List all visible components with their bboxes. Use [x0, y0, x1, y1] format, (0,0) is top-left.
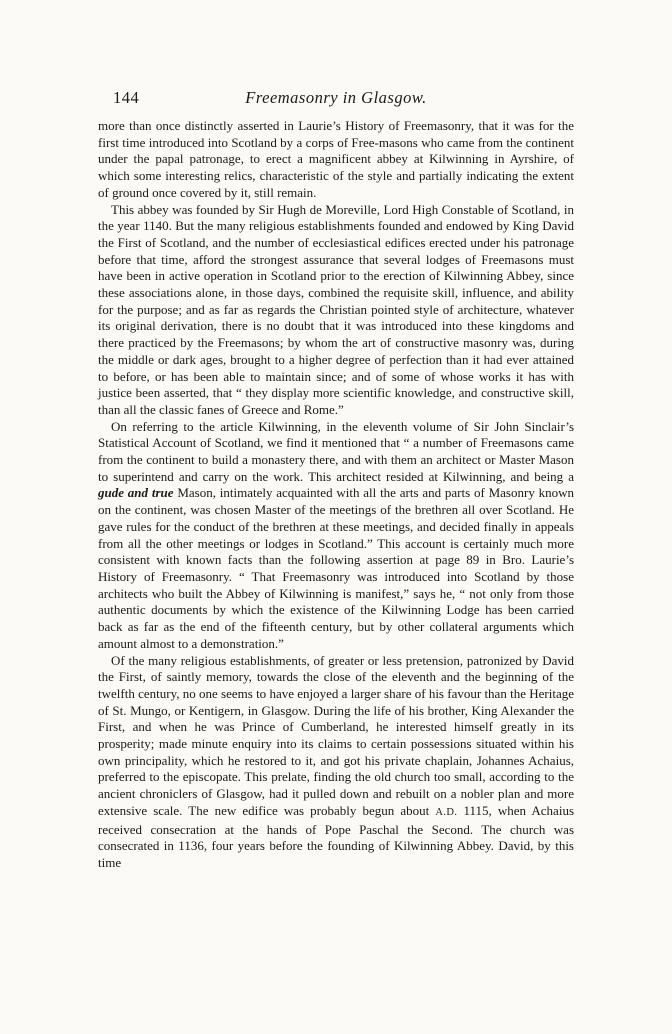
emphasized-text: gude and true: [98, 485, 174, 501]
paragraph: [98, 419, 574, 653]
text-run: Of the many religious establishments, of greater or less pretension, patronized by David the First, of saintly memory, towards the close of the eleventh and the beginning of the twelfth century, no one seems to have enjoyed a larger share of his favour than the Heritage of St. Mungo, or Kentigern, in Glasgow. During the life of his brother, King Alexander the First, and when he was Prince of Cumberland, he interested himself greatly in its prosperity; made minute enquiry into its claims to certain possessions situated within his own principality, which he restored to it, and got his private chaplain, Johannes Achaius, preferred to the episcopate. This prelate, finding the old church too small, according to the ancient chroniclers of Glasgow, had it pulled down and rebuilt on a nobler plan and more extensive scale. The new edifice was probably begun about: [98, 652, 574, 818]
book-page: [98, 88, 574, 872]
body-text: [98, 118, 574, 872]
paragraph: [98, 202, 574, 419]
text-run: 1115, when Achaius received consecration at the hands of Pope Paschal the Second. The church was consecrated in 1136, four years before the founding of Kilwinning Abbey. David, by this time: [98, 802, 574, 870]
paragraph: [98, 118, 574, 202]
paragraph: [98, 653, 574, 872]
page-header: [98, 88, 574, 118]
text-run: Mason, intimately acquainted with all the arts and parts of Masonry known on the continent, was chosen Master of the meetings of the brethren all over Scotland. He gave rules for the conduct of the brethren at these meetings, and decided finally in appeals from all the other meetings or lodges in Scotland.” This account is certainly much more consistent with known facts than the following assertion at page 89 in Bro. Laurie’s History of Freemasonry. “ That Freemasonry was introduced into Scotland by those architects who built the Abbey of Kilwinning is manifest,” says he, “ not only from those authentic documents by which the existence of the Kilwinning Lodge has been carried back as far as the end of the fifteenth century, but by other collateral arguments which amount almost to a demonstration.”: [98, 485, 575, 651]
running-title: Freemasonry in Glasgow.: [245, 88, 427, 107]
page-number: 144: [113, 88, 140, 107]
text-run: On referring to the article Kilwinning, in the eleventh volume of Sir John Sinclair’s Statistical Account of Scotland, we find it mentioned that “ a number of Freemasons came from the continent to build a monastery there, and with them an architect or Master Mason to superintend and carry on the work. This architect resided at Kilwinning, and being a: [98, 418, 574, 484]
text-run: more than once distinctly asserted in Laurie’s History of Freemasonry, that it was for the first time introduced into Scotland by a corps of Free-masons who came from the continent under the papal patronage, to erect a magnificent abbey at Kilwinning in Ayrshire, of which some interesting relics, characteristic of the style and partially indicating the extent of ground once covered by it, still remain.: [98, 118, 574, 200]
small-caps-text: A.D.: [435, 806, 458, 818]
text-run: This abbey was founded by Sir Hugh de Moreville, Lord High Constable of Scotland, in the year 1140. But the many religious establishments founded and endowed by King David the First of Scotland, and the number of ecclesiastical edifices erected under his patronage before that time, afford the strongest assurance that several lodges of Freemasons must have been in active operation in Scotland prior to the erection of Kilwinning Abbey, since these associations alone, in those days, combined the requisite skill, influence, and ability for the purpose; and as far as regards the Christian pointed style of architecture, whatever its original derivation, there is no doubt that it was introduced into these kingdoms and there practiced by the Freemasons; by whom the art of constructive masonry was, during the middle or dark ages, brought to a higher degree of perfection than it had ever attained to before, or has been able to maintain since; and of some of whose works it has with justice been asserted, that “ they display more scientific knowledge, and constructive skill, than all the classic fanes of Greece and Rome.”: [98, 201, 574, 417]
